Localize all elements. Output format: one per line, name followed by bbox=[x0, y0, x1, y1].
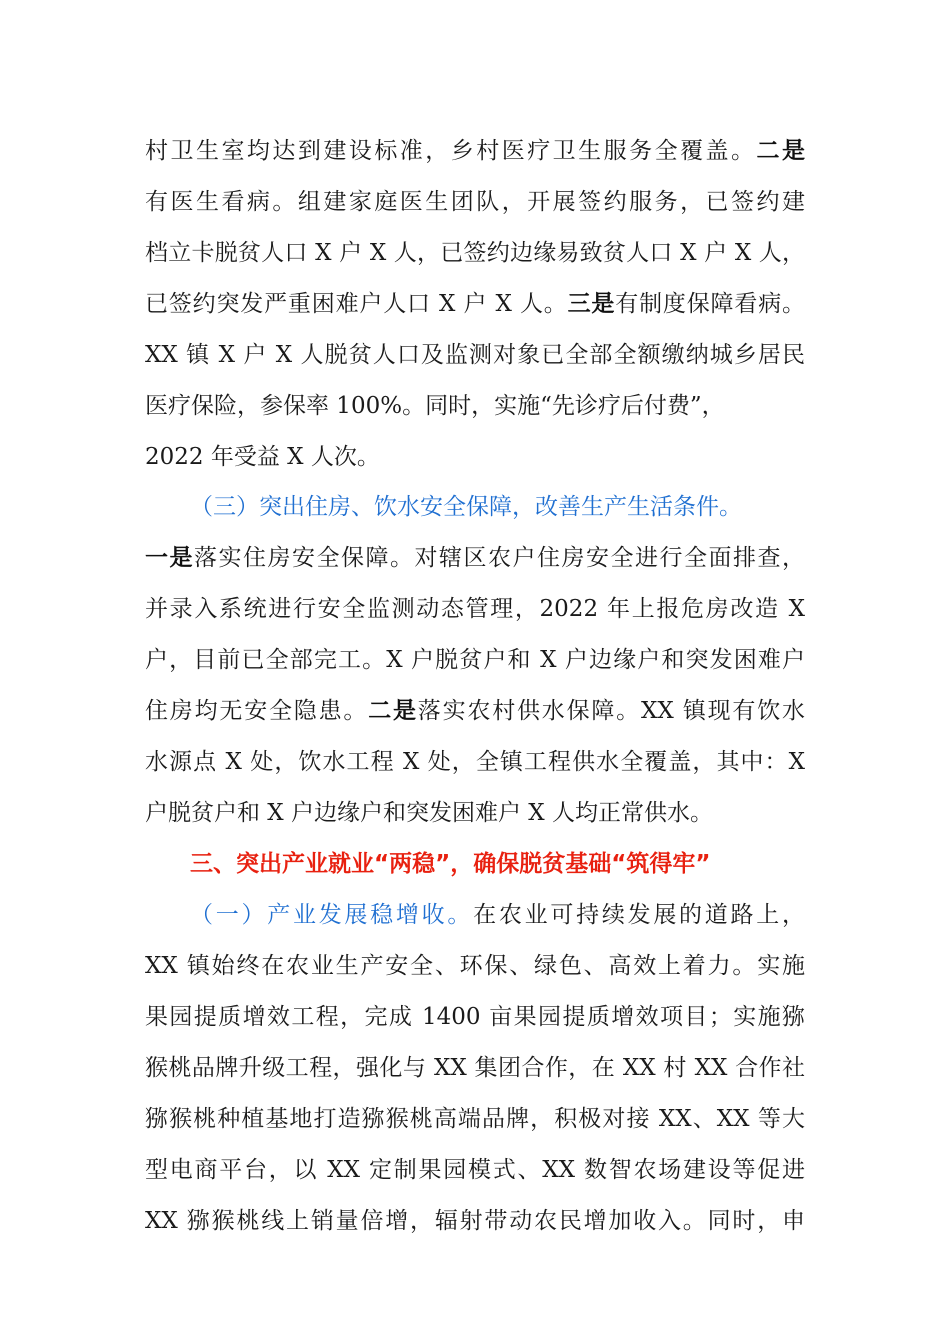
body-text: 在农业可持续发展的道路上， bbox=[473, 902, 806, 928]
body-line bbox=[145, 589, 805, 629]
body-text: XX 镇 X 户 X 人脱贫人口及监测对象已全部全额缴纳城乡居民 bbox=[145, 342, 805, 368]
body-line bbox=[145, 793, 805, 833]
body-line bbox=[145, 182, 805, 222]
body-line bbox=[145, 335, 805, 375]
body-text: 已签约突发严重困难户人口 X 户 X 人。 bbox=[145, 291, 568, 317]
body-text: 落实农村供水保障。XX 镇现有饮水 bbox=[417, 698, 806, 724]
body-text: 医疗保险，参保率 100%。同时，实施“先诊疗后付费”， bbox=[145, 393, 725, 419]
body-line bbox=[145, 1099, 805, 1139]
body-line bbox=[145, 946, 805, 986]
body-line bbox=[145, 1048, 805, 1088]
body-text: 并录入系统进行安全监测动态管理，2022 年上报危房改造 X bbox=[145, 596, 805, 622]
body-text: XX 镇始终在农业生产安全、环保、绿色、高效上着力。实施 bbox=[145, 953, 805, 979]
subsection-title: （一）产业发展稳增收。 bbox=[190, 902, 474, 928]
bold-keyword: 一是 bbox=[145, 545, 194, 571]
body-line bbox=[190, 895, 805, 935]
body-text: 住房均无安全隐患。 bbox=[145, 698, 369, 724]
body-text: 村卫生室均达到建设标准，乡村医疗卫生服务全覆盖。 bbox=[145, 138, 757, 164]
body-text: XX 猕猴桃线上销量倍增，辐射带动农民增加收入。同时，申 bbox=[145, 1208, 805, 1234]
body-line bbox=[145, 131, 805, 171]
body-text: 户脱贫户和 X 户边缘户和突发困难户 X 人均正常供水。 bbox=[145, 800, 713, 826]
body-text: 有制度保障看病。 bbox=[615, 291, 806, 317]
body-text: 型电商平台，以 XX 定制果园模式、XX 数智农场建设等促进 bbox=[145, 1157, 805, 1183]
chapter-heading bbox=[190, 844, 805, 884]
body-text: 落实住房安全保障。对辖区农户住房安全进行全面排查， bbox=[194, 545, 805, 571]
body-line bbox=[145, 386, 805, 426]
body-text: 档立卡脱贫人口 X 户 X 人，已签约边缘易致贫人口 X 户 X 人， bbox=[145, 240, 805, 266]
body-text: 猕猴桃种植基地打造猕猴桃高端品牌，积极对接 XX、XX 等大 bbox=[145, 1106, 805, 1132]
section-heading bbox=[190, 487, 805, 527]
body-line bbox=[145, 1201, 805, 1241]
body-line bbox=[145, 538, 805, 578]
chapter-title: 三、突出产业就业“两稳”，确保脱贫基础“筑得牢” bbox=[190, 851, 711, 877]
body-text: 果园提质增效工程，完成 1400 亩果园提质增效项目；实施猕 bbox=[145, 1004, 805, 1030]
body-text: 2022 年受益 X 人次。 bbox=[145, 444, 380, 470]
body-text: 有医生看病。组建家庭医生团队，开展签约服务，已签约建 bbox=[145, 189, 805, 215]
body-text: 户，目前已全部完工。X 户脱贫户和 X 户边缘户和突发困难户 bbox=[145, 647, 805, 673]
body-line bbox=[145, 997, 805, 1037]
body-text: 水源点 X 处，饮水工程 X 处，全镇工程供水全覆盖，其中：X bbox=[145, 749, 805, 775]
bold-keyword: 二是 bbox=[368, 698, 418, 724]
body-line bbox=[145, 742, 805, 782]
subsection-title: （三）突出住房、饮水安全保障，改善生产生活条件。 bbox=[190, 494, 742, 520]
body-line bbox=[145, 1150, 805, 1190]
body-line bbox=[145, 284, 805, 324]
body-line bbox=[145, 233, 805, 273]
bold-keyword: 三是 bbox=[567, 291, 616, 317]
body-line bbox=[145, 640, 805, 680]
body-text: 猴桃品牌升级工程，强化与 XX 集团合作，在 XX 村 XX 合作社 bbox=[145, 1055, 805, 1081]
body-line bbox=[145, 691, 805, 731]
body-line bbox=[145, 437, 805, 477]
bold-keyword: 二是 bbox=[756, 138, 806, 164]
